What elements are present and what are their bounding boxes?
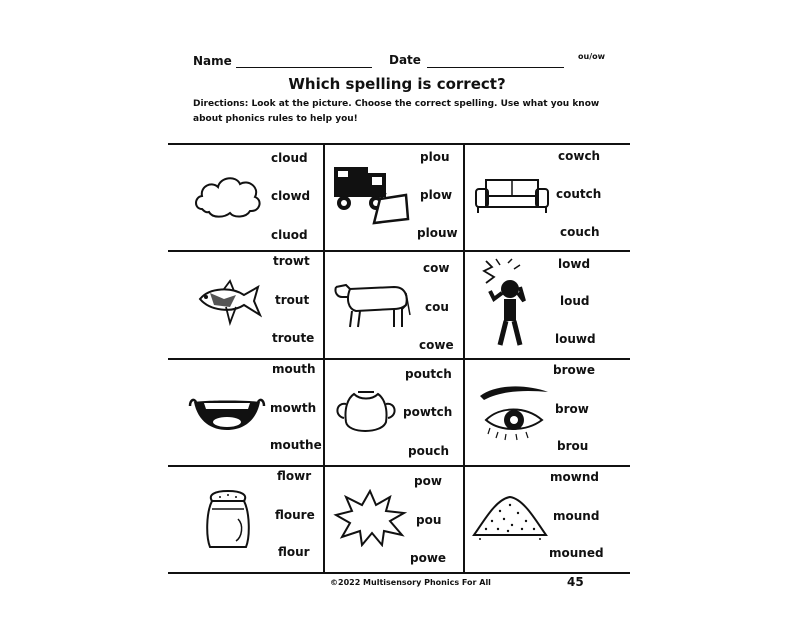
option-text[interactable]: pouch [408,444,450,458]
pow-burst-icon [332,489,408,547]
cell-pow [324,465,478,572]
cell-couch [464,143,618,250]
option-text[interactable]: mowth [270,401,317,415]
cell-mound [464,465,618,572]
trout-fish-icon [196,277,262,329]
date-label: Date [389,53,421,67]
cow-icon [332,275,412,331]
eyebrow-icon [476,382,552,444]
option-text[interactable]: couch [560,225,600,239]
option-text[interactable]: pow [414,474,442,488]
option-text[interactable]: brou [557,439,589,453]
option-text[interactable]: mownd [550,470,599,484]
page-number: 45 [567,575,584,589]
option-text[interactable]: flowr [277,469,312,483]
option-text[interactable]: mouth [272,362,316,376]
option-text[interactable]: powe [410,551,447,565]
option-text[interactable]: mouned [549,546,604,560]
option-text[interactable]: plou [420,150,450,164]
phonics-tag: ou/ow [578,52,605,61]
option-text[interactable]: powtch [403,405,453,419]
flour-sack-icon [202,489,254,551]
cell-pouch [324,358,478,465]
option-text[interactable]: pou [416,513,442,527]
plow-truck-icon [330,163,410,227]
cell-mouth [168,358,322,465]
date-line[interactable] [427,67,564,68]
cell-trout [168,251,322,358]
directions: Directions: Look at the picture. Choose the correct spelling. Use what you know about phonics rules to help you! [193,99,600,124]
option-text[interactable]: cow [423,261,450,275]
cell-plow [324,143,478,250]
cell-flour [168,465,322,572]
option-text[interactable]: loud [560,294,590,308]
option-text[interactable]: lowd [558,257,591,271]
cloud-icon [192,169,264,221]
option-text[interactable]: cloud [271,151,308,165]
option-text[interactable]: brow [555,402,589,416]
option-text[interactable]: louwd [555,332,596,346]
cell-loud [464,251,618,358]
option-text[interactable]: trout [275,293,310,307]
cell-cow [324,251,478,358]
option-text[interactable]: clowd [271,189,311,203]
option-text[interactable]: flour [278,545,310,559]
option-text[interactable]: poutch [405,367,452,381]
cell-cloud [168,143,322,250]
couch-icon [472,177,550,215]
name-label: Name [193,54,232,68]
page-title: Which spelling is correct? [288,75,506,93]
option-text[interactable]: browe [553,363,595,377]
option-text[interactable]: plouw [417,226,458,240]
option-text[interactable]: mound [553,509,600,523]
pouch-icon [330,388,406,438]
mouth-icon [188,394,266,432]
mound-icon [470,491,550,543]
option-text[interactable]: floure [275,508,315,522]
copyright: ©2022 Multisensory Phonics For All [330,578,491,587]
option-text[interactable]: cou [425,300,449,314]
option-text[interactable]: cowe [419,338,454,352]
option-text[interactable]: mouthe [270,438,322,452]
option-text[interactable]: plow [420,188,453,202]
option-text[interactable]: troute [272,331,315,345]
cell-brow [464,358,618,465]
loud-noise-icon [480,257,536,349]
option-text[interactable]: trowt [273,254,310,268]
option-text[interactable]: coutch [556,187,602,201]
name-line[interactable] [236,67,372,68]
option-text[interactable]: cluod [271,228,308,242]
option-text[interactable]: cowch [558,149,601,163]
